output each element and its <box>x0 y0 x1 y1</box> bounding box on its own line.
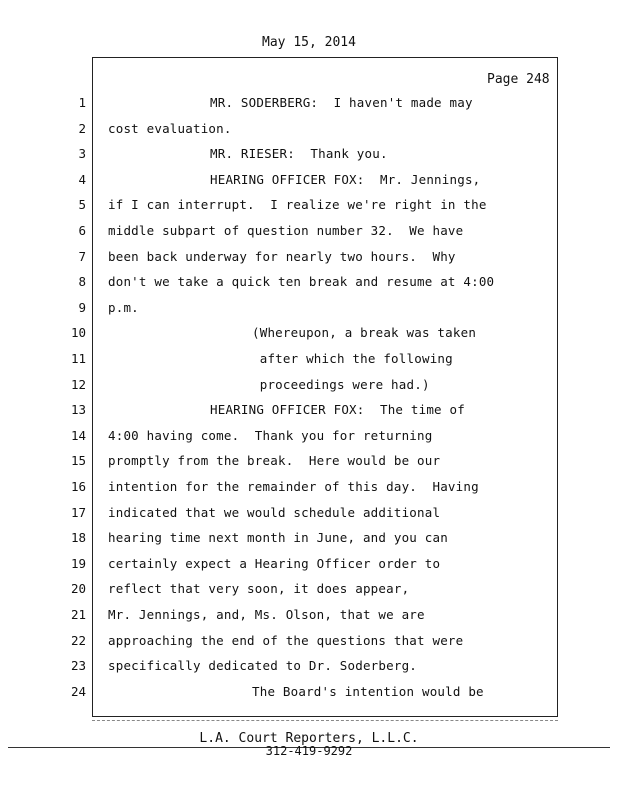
line-number: 13 <box>70 402 86 418</box>
transcript-line: MR. RIESER: Thank you. <box>210 146 388 162</box>
line-number: 7 <box>78 248 86 264</box>
line-number: 5 <box>78 197 86 213</box>
transcript-line: approaching the end of the questions that were <box>108 632 464 648</box>
line-number: 21 <box>70 607 86 622</box>
line-number: 22 <box>70 632 86 648</box>
transcript-line: proceedings were had.) <box>252 376 430 392</box>
line-number: 14 <box>70 427 86 443</box>
line-number: 24 <box>70 683 86 699</box>
line-number: 17 <box>70 504 86 520</box>
line-number: 11 <box>70 351 86 366</box>
transcript-line: certainly expect a Hearing Officer order to <box>108 555 441 571</box>
page-number: Page 248 <box>487 72 550 87</box>
transcript-line: intention for the remainder of this day. Having <box>108 479 479 494</box>
transcript-line: if I can interrupt. I realize we're right in the <box>108 197 487 213</box>
transcript-line: cost evaluation. <box>108 120 232 136</box>
line-number: 8 <box>78 274 86 290</box>
divider-short <box>92 720 558 721</box>
line-number: 1 <box>78 95 86 110</box>
line-number: 20 <box>70 581 86 597</box>
transcript-line: The Board's intention would be <box>252 683 484 699</box>
transcript-line: specifically dedicated to Dr. Soderberg. <box>108 658 418 674</box>
line-number: 9 <box>78 299 86 315</box>
transcript-line: indicated that we would schedule additional <box>108 504 441 520</box>
transcript-line: been back underway for nearly two hours. Why <box>108 248 456 264</box>
line-number: 3 <box>78 146 86 162</box>
line-number: 6 <box>78 223 86 238</box>
line-number: 18 <box>70 530 86 546</box>
transcript-line: after which the following <box>252 351 453 366</box>
header-date: May 15, 2014 <box>262 35 356 50</box>
transcript-line: Mr. Jennings, and, Ms. Olson, that we are <box>108 607 425 622</box>
line-number: 10 <box>70 325 86 341</box>
line-number: 19 <box>70 555 86 571</box>
transcript-line: hearing time next month in June, and you can <box>108 530 448 546</box>
transcript-line: HEARING OFFICER FOX: The time of <box>210 402 465 418</box>
line-number: 15 <box>70 453 86 469</box>
transcript-line: middle subpart of question number 32. We have <box>108 223 464 238</box>
transcript-line: promptly from the break. Here would be our <box>108 453 441 469</box>
line-number: 16 <box>70 479 86 494</box>
line-number: 2 <box>78 120 86 136</box>
footer-phone: 312-419-9292 <box>265 744 353 758</box>
transcript-line: (Whereupon, a break was taken <box>252 325 477 341</box>
transcript-line: p.m. <box>108 299 139 315</box>
line-number: 4 <box>78 171 86 187</box>
transcript-line: reflect that very soon, it does appear, <box>108 581 410 597</box>
line-number: 12 <box>70 376 86 392</box>
transcript-line: MR. SODERBERG: I haven't made may <box>210 95 473 110</box>
transcript-line: HEARING OFFICER FOX: Mr. Jennings, <box>210 171 481 187</box>
footer-reporter: L.A. Court Reporters, L.L.C. <box>199 731 419 746</box>
line-number: 23 <box>70 658 86 674</box>
transcript-line: don't we take a quick ten break and resume at 4:00 <box>108 274 495 290</box>
transcript-line: 4:00 having come. Thank you for returning <box>108 427 433 443</box>
